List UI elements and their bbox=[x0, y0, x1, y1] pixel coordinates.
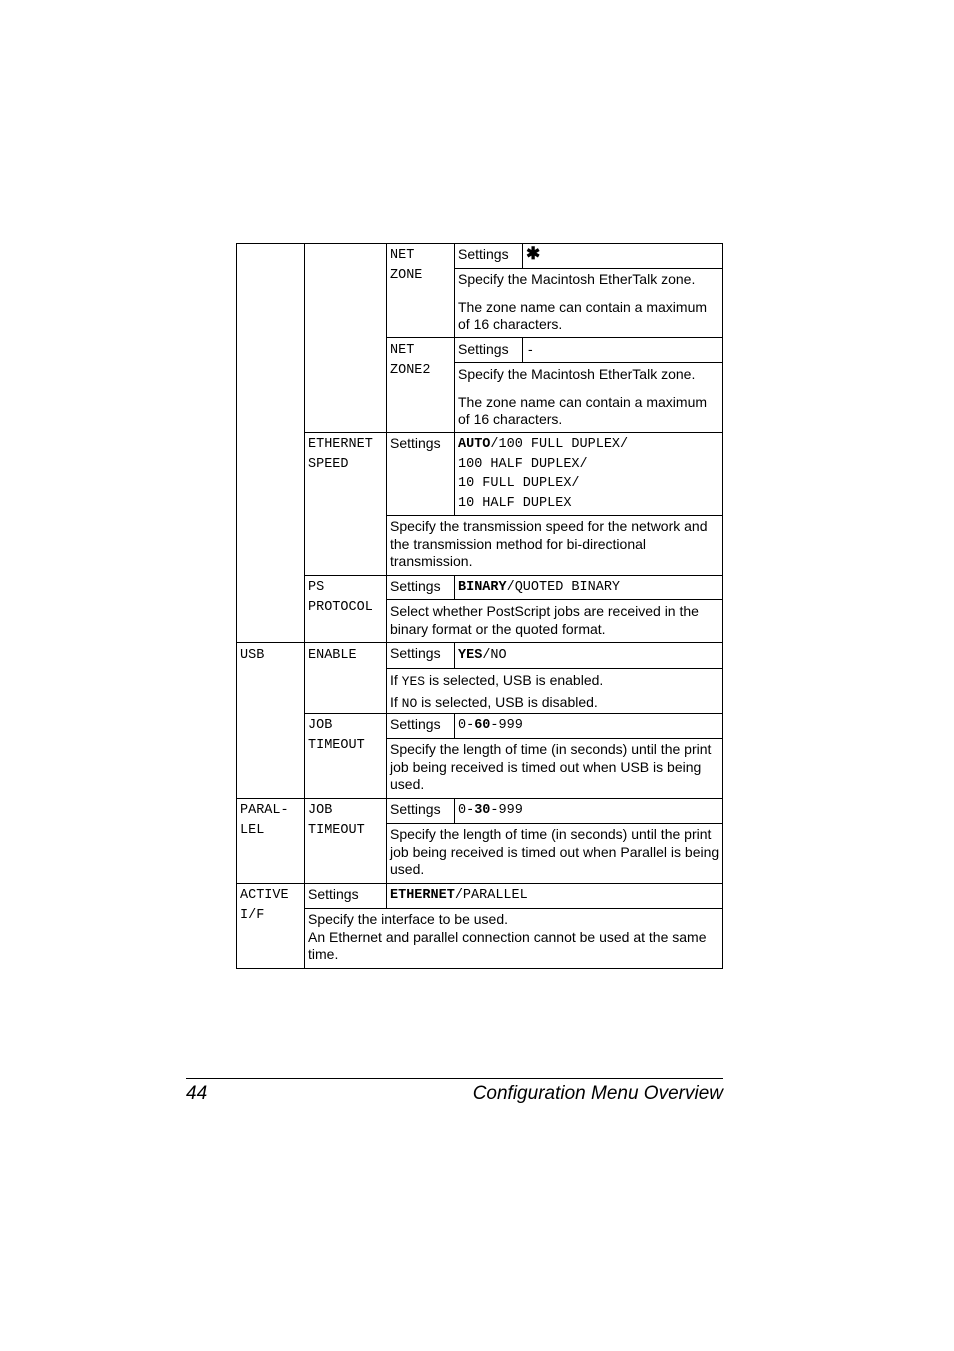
footer-rule bbox=[186, 1078, 723, 1079]
ps-protocol-label: PS PROTOCOL bbox=[308, 580, 373, 615]
ps-protocol-settings-value: BINARY/QUOTED BINARY bbox=[458, 580, 621, 595]
usb-job-timeout-settings-label: Settings bbox=[390, 716, 441, 732]
active-if-settings-value: ETHERNET/PARALLEL bbox=[390, 888, 528, 903]
net-zone2-label: NET ZONE2 bbox=[390, 343, 431, 378]
usb-label: USB bbox=[240, 648, 265, 663]
usb-enable-settings-label: Settings bbox=[390, 645, 441, 661]
net-zone2-settings-label: Settings bbox=[458, 341, 509, 357]
parallel-label: PARAL- LEL bbox=[240, 803, 289, 838]
usb-enable-label: ENABLE bbox=[308, 648, 357, 663]
usb-job-timeout-description: Specify the length of time (in seconds) until the print job being received is timed out when USB is being used. bbox=[390, 741, 712, 792]
parallel-job-timeout-settings-value: 0-30-999 bbox=[458, 803, 523, 818]
page-footer-title: Configuration Menu Overview bbox=[472, 1083, 723, 1104]
net-zone2-description: Specify the Macintosh EtherTalk zone. The zone name can contain a maximum of 16 characters. bbox=[458, 366, 708, 427]
usb-enable-description: If YES is selected, USB is enabled. If NO is selected, USB is disabled. bbox=[390, 672, 604, 711]
ethernet-speed-label: ETHERNET SPEED bbox=[308, 437, 373, 472]
parallel-job-timeout-description: Specify the length of time (in seconds) until the print job being received is timed out when Parallel is being used. bbox=[390, 826, 720, 877]
usb-enable-settings-value: YES/NO bbox=[458, 648, 507, 663]
active-if-settings-label: Settings bbox=[308, 886, 359, 902]
net-zone-settings-label: Settings bbox=[458, 246, 509, 262]
net-zone-label: NET ZONE bbox=[390, 248, 423, 283]
ps-protocol-description: Select whether PostScript jobs are received in the binary format or the quoted format. bbox=[390, 603, 699, 637]
usb-job-timeout-settings-value: 0-60-999 bbox=[458, 718, 523, 733]
ps-protocol-settings-label: Settings bbox=[390, 578, 441, 594]
active-if-description: Specify the interface to be used. An Ethernet and parallel connection cannot be used at the same time. bbox=[308, 911, 707, 962]
net-zone-description: Specify the Macintosh EtherTalk zone. The zone name can contain a maximum of 16 characters. bbox=[458, 271, 708, 332]
parallel-job-timeout-label: JOB TIMEOUT bbox=[308, 803, 365, 838]
ethernet-speed-settings-value: AUTO/100 FULL DUPLEX/ 100 HALF DUPLEX/ 10 FULL DUPLEX/ 10 HALF DUPLEX bbox=[458, 437, 629, 511]
page-number: 44 bbox=[186, 1083, 208, 1104]
active-if-label: ACTIVE I/F bbox=[240, 888, 289, 923]
ethernet-speed-description: Specify the transmission speed for the network and the transmission method for bi-directional transmission. bbox=[390, 518, 708, 569]
usb-job-timeout-label: JOB TIMEOUT bbox=[308, 718, 365, 753]
net-zone2-settings-value: - bbox=[528, 341, 533, 357]
net-zone-settings-value: ✱ bbox=[526, 244, 541, 263]
ethernet-speed-settings-label: Settings bbox=[390, 435, 441, 451]
parallel-job-timeout-settings-label: Settings bbox=[390, 801, 441, 817]
